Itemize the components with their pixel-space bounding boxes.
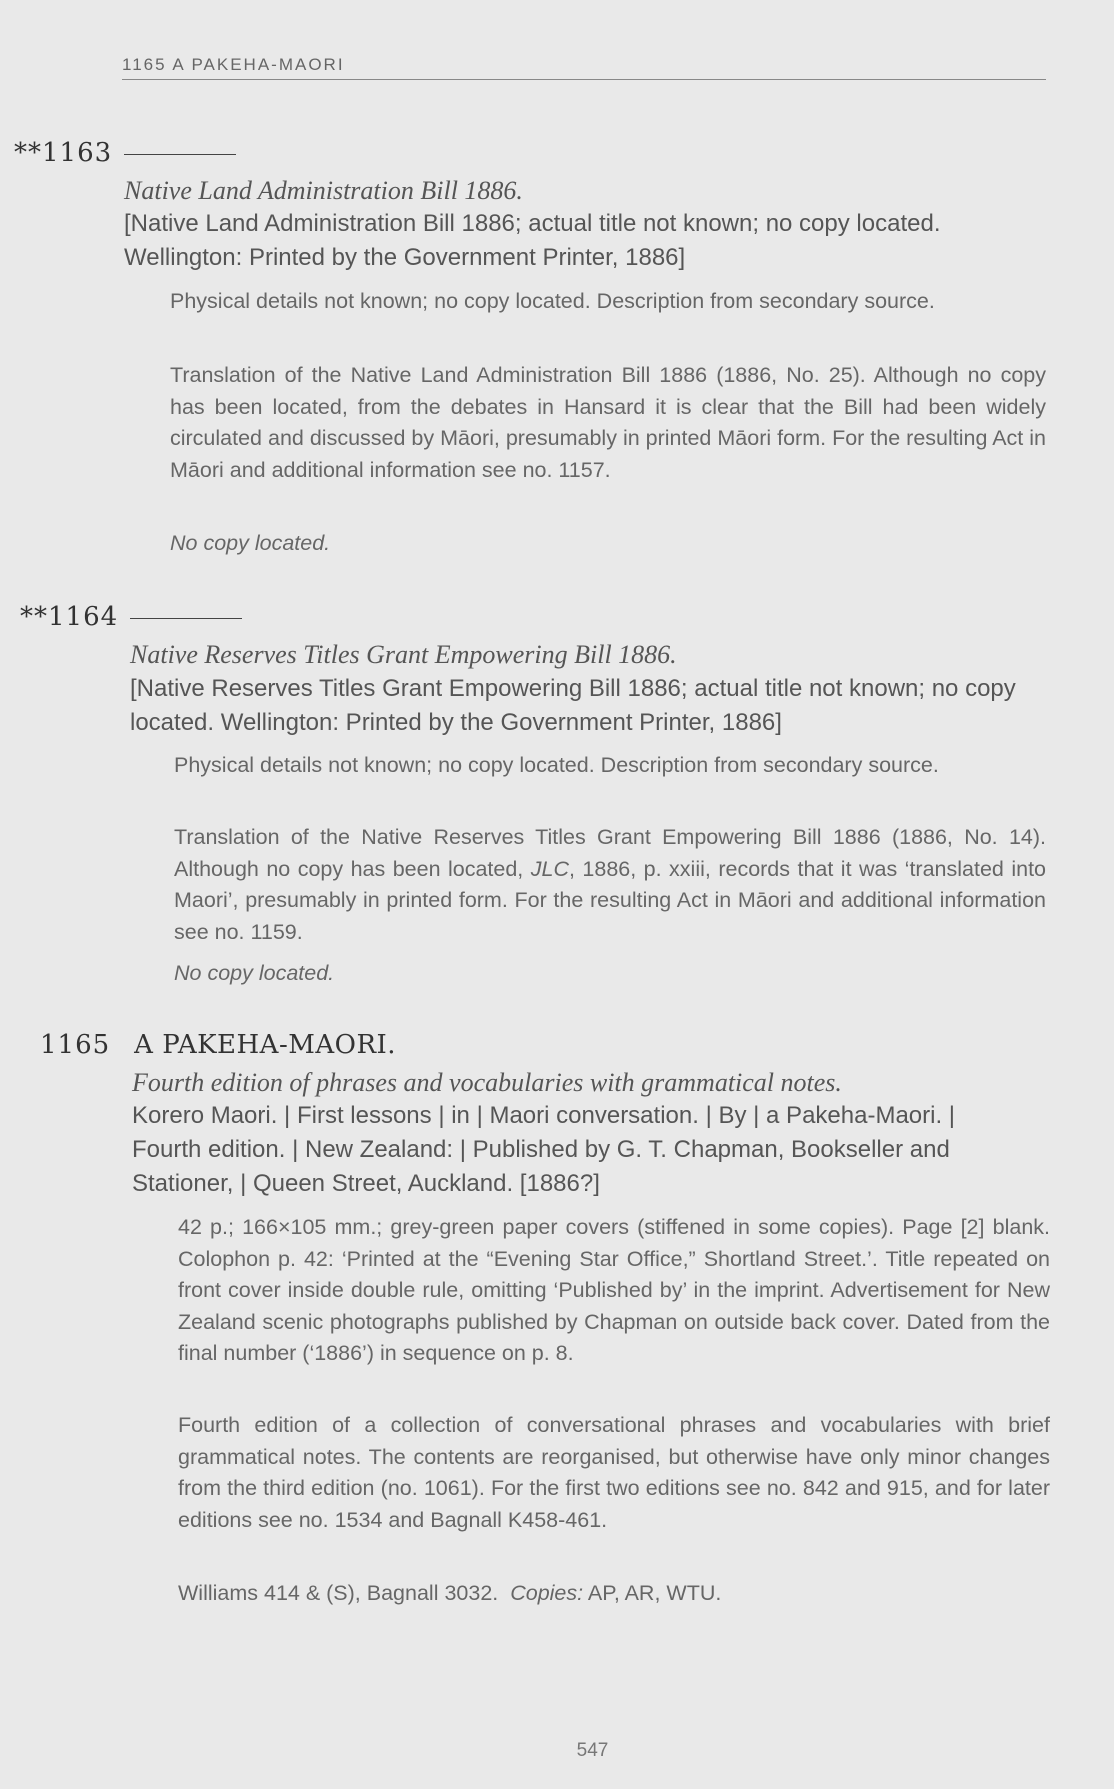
ditto-rule <box>130 618 242 619</box>
reference-list: Williams 414 & (S), Bagnall 3032. <box>178 1581 499 1605</box>
entry-note: Translation of the Native Land Administration Bill 1886 (1886, No. 25). Although no copy has been located, from the debates in Hansard it is clear that the Bill had been widely circulated and discussed by Māori, presumably in printed Māori form. For the resulting Act in Māori and additional information see no. 1157. <box>170 363 1046 482</box>
entry-note <box>174 822 1046 948</box>
entry-transcription: Korero Maori. | First lessons | in | Maori conversation. | By | a Pakeha-Maori. | Fourth edition. | New Zealand: | Published by G. T. Chapman, Bookseller and Stationer, | Queen Street, Auckland. [1886?] <box>132 1102 956 1197</box>
page-number: 547 <box>576 1740 609 1761</box>
note-text: , 1886, p. xxiii, records that it was ‘translated into Maori’, presumably in printed form. For the resulting Act in Māori and additional information see no. 1159. <box>174 856 1047 944</box>
entry-number <box>14 138 236 168</box>
entry-number-text: **1163 <box>14 138 113 168</box>
note-text: Translation of the Native Reserves Titles Grant Empowering Bill 1886 (1886, No. 14). Although no copy has been located, <box>174 825 1046 881</box>
copies-note: No copy located. <box>174 961 335 985</box>
entry-heading <box>40 1030 396 1060</box>
references <box>178 1578 1050 1610</box>
copies-value: AP, AR, WTU. <box>587 1581 722 1605</box>
entry-number <box>20 602 242 632</box>
ditto-rule <box>124 154 236 155</box>
note-citation: JLC <box>530 856 569 881</box>
entry-author: A PAKEHA-MAORI. <box>134 1030 397 1060</box>
entry-title: Fourth edition of phrases and vocabularies with grammatical notes. <box>132 1068 842 1097</box>
entry-transcription: [Native Land Administration Bill 1886; actual title not known; no copy located. Wellington: Printed by the Government Printer, 1886] <box>124 210 941 271</box>
physical-description: 42 p.; 166×105 mm.; grey-green paper covers (stiffened in some copies). Page [2] blank. Colophon p. 42: ‘Printed at the “Evening Star Office,” Shortland Street.’. Title repeated on front cover inside double rule, omitting ‘Published by’ in the imprint. Advertisement for New Zealand scenic photographs published by Chapman on outside back cover. Dated from the final number (‘1886’) in sequence on p. 8. <box>178 1215 1050 1365</box>
copies-label: Copies: <box>510 1581 584 1605</box>
entry-title: Native Reserves Titles Grant Empowering Bill 1886. <box>130 640 677 669</box>
physical-description: Physical details not known; no copy located. Description from secondary source. <box>170 289 935 313</box>
entry-number-text: 1165 <box>40 1030 111 1060</box>
running-head: 1165 A PAKEHA-MAORI <box>122 55 1046 80</box>
physical-description: Physical details not known; no copy located. Description from secondary source. <box>174 753 939 777</box>
entry-number-text: **1164 <box>20 602 119 632</box>
entry-title: Native Land Administration Bill 1886. <box>124 176 523 205</box>
entry-note: Fourth edition of a collection of conversational phrases and vocabularies with brief grammatical notes. The contents are reorganised, but otherwise have only minor changes from the third edition (no. 1061). For the first two editions see no. 842 and 915, and for later editions see no. 1534 and Bagnall K458-461. <box>178 1413 1050 1532</box>
entry-transcription: [Native Reserves Titles Grant Empowering Bill 1886; actual title not known; no copy located. Wellington: Printed by the Government Printer, 1886] <box>130 675 1016 736</box>
copies-note: No copy located. <box>170 531 331 555</box>
